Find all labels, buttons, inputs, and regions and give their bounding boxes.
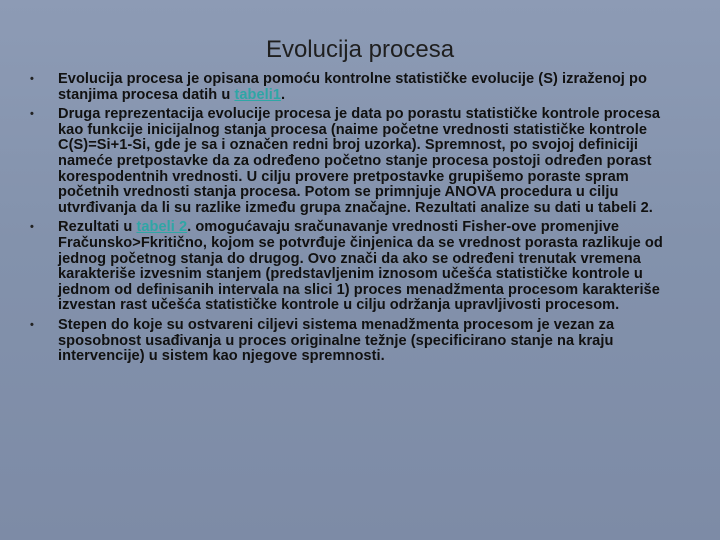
bullet-item-1 xyxy=(28,72,688,103)
bullet-dot-icon: • xyxy=(30,221,34,234)
bullet-dot-icon: • xyxy=(30,318,34,331)
bullet-text-end: . xyxy=(281,86,286,103)
bullet-text: Rezultati u xyxy=(58,219,137,236)
bullet-text: Stepen do koje su ostvareni ciljevi sistema menadžmenta procesom je vezan za sposobnost usađivanja u proces originalne težnje (specificirano stanje na kraju intervencije) u sistem kao njegove spremnosti. xyxy=(58,316,615,365)
slide-title: Evolucija procesa xyxy=(265,36,455,63)
bullet-item-3 xyxy=(28,220,688,314)
bullet-list xyxy=(28,72,688,369)
bullet-text: Evolucija procesa je opisana pomoću kontrolne statističke evolucije (S) izraženoj po stanjima procesa datih u xyxy=(58,71,647,103)
bullet-text: Druga reprezentacija evolucije procesa je data po porastu statističke kontrole procesa kao funkcije inicijalnog stanja procesa (naime početne vrednosti statističke kontrole C(S)=Si+1-Si, gde je sa i označen redni broj uzorka). Spremnost, po svojoj definiciji nameće pretpostavke da za određeno početno stanje procesa postoji određen porast korespodentnih vrednosti. U cilju provere pretpostavke grupišemo poraste spram početnih vrednosti stanja procesa. Potom se primnjuje ANOVA procedura u cilju utvrđivanja da li su razlike između grupa značajne. Rezultati analize su dati u tabeli 2. xyxy=(58,106,661,216)
tabela1-link[interactable]: tabeli1 xyxy=(234,86,282,103)
tabela2-link[interactable]: tabeli 2 xyxy=(136,219,188,236)
bullet-text-end: . omogućavaju sračunavanje vrednosti Fisher-ove promenjive Fračunsko>Fkritično, kojom se potvrđuje činjenica da se vrednost porasta razlikuje od jednog početnog stanja do drugog. Ovo znači da ako se određeni trenutak vremena karakteriše izvesnim stanjem (predstavljenim iznosom učešća statističke kontrole u jednom od definisanih intervala na slici 1) proces menadžmenta procesom karakteriše izvestan rast učešća statističke kontrole u cilju održanja upravljivosti procesom. xyxy=(58,219,663,314)
bullet-dot-icon: • xyxy=(30,73,34,85)
bullet-dot-icon: • xyxy=(30,108,34,121)
bullet-item-4 xyxy=(28,318,688,365)
bullet-item-2 xyxy=(28,107,688,216)
